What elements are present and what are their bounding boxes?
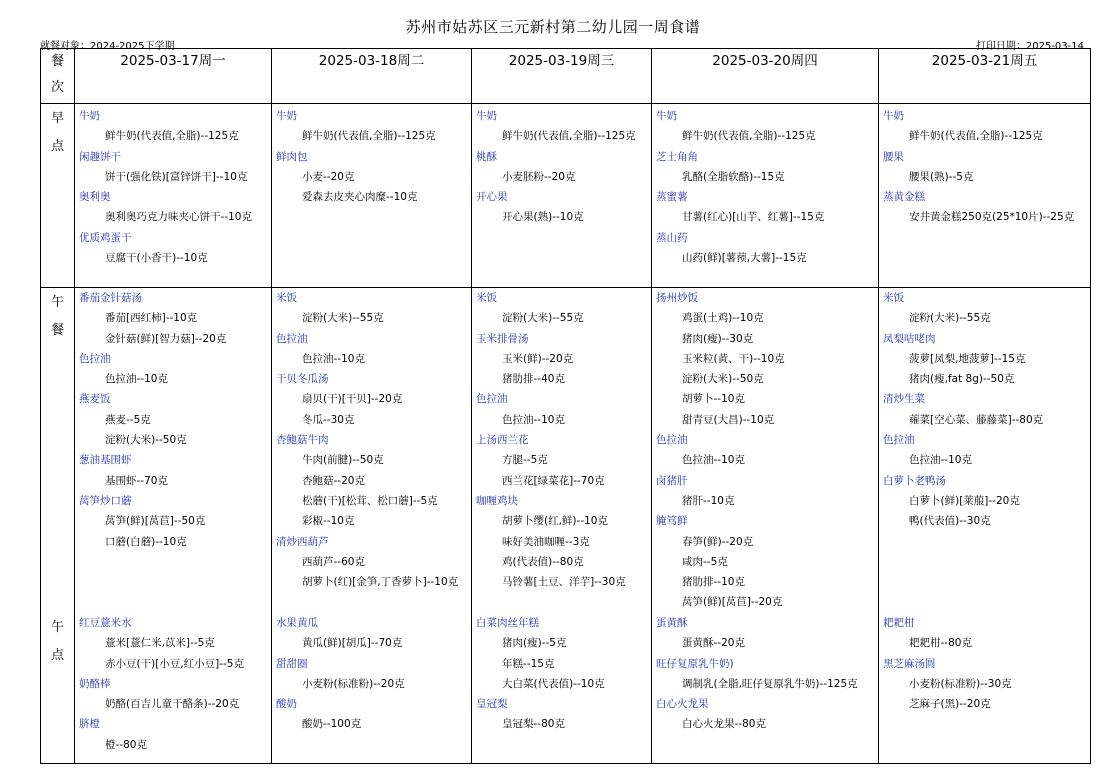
ingredient-line: 淀粉(大米)--50克: [105, 434, 187, 447]
meal-header-char: 餐: [50, 54, 64, 69]
ingredient-line: 菠萝[凤梨,地菠萝]--15克: [909, 352, 1026, 365]
dish-name: 咖喱鸡块: [476, 494, 518, 507]
dish-name: 色拉油: [79, 352, 111, 365]
ingredient-line: 甜青豆(大昌)--10克: [682, 413, 775, 426]
ingredient-line: 冬瓜--30克: [302, 413, 355, 426]
dish-name: 米饭: [883, 292, 904, 304]
ingredient-line: 松蘑(干)[松茸、松口蘑]--5克: [302, 494, 438, 507]
dish-name: 色拉油: [656, 434, 688, 447]
meal-label-breakfast: [41, 104, 75, 288]
dish-name: 番茄金针菇汤: [79, 292, 142, 304]
ingredient-line: 橙--80克: [105, 738, 147, 751]
ingredient-line: 猪肝--10克: [682, 494, 735, 507]
dish-name: 闲趣饼干: [79, 150, 121, 163]
lunch-snack-cell: [879, 288, 1091, 764]
dish-name: 杏鲍菇牛肉: [276, 434, 329, 447]
ingredient-line: 腰果(熟)--5克: [909, 170, 974, 183]
ingredient-line: 鸡蛋(土鸡)--10克: [682, 312, 764, 325]
ingredient-line: 味好美油咖喱--3克: [502, 535, 590, 548]
ingredient-line: 酸奶--100克: [302, 718, 362, 731]
ingredient-line: 胡萝卜(红)[金笋,丁香萝卜]--10克: [302, 576, 459, 589]
dish-name: 牛奶: [476, 110, 497, 122]
ingredient-line: 鲜牛奶(代表值,全脂)--125克: [909, 130, 1043, 143]
dish-name: 红豆薏米水: [79, 617, 132, 629]
ingredient-line: 山药(鲜)[薯蓣,大薯]--15克: [682, 252, 807, 265]
dish-name: 清炒生菜: [883, 393, 925, 406]
ingredient-line: 年糕--15克: [502, 657, 555, 670]
ingredient-line: 乳酪(全脂软酪)--15克: [682, 170, 785, 183]
meal-label-char: 点: [50, 648, 64, 663]
ingredient-line: 薏米[薏仁米,苡米]--5克: [105, 637, 215, 650]
day-header-thu: 2025-03-20周四: [652, 49, 879, 104]
ingredient-line: 鲜牛奶(代表值,全脂)--125克: [502, 130, 636, 143]
dish-name: 皇冠梨: [476, 698, 508, 711]
dish-name: 白萝卜老鸭汤: [883, 474, 946, 487]
ingredient-line: 淀粉(大米)--55克: [502, 312, 584, 325]
dish-name: 黑芝麻汤圆: [883, 657, 936, 670]
ingredient-line: 鸡(代表值)--80克: [502, 555, 584, 568]
lunch-snack-cell: [75, 288, 272, 764]
meal-label-column: [41, 288, 75, 764]
meal-label-lunch: [41, 288, 74, 613]
ingredient-line: 安井黄金糕250克(25*10片)--25克: [909, 211, 1075, 224]
breakfast-row: [41, 104, 1091, 288]
dish-name: 燕麦饭: [79, 393, 111, 406]
dish-name: 蒸山药: [656, 231, 688, 244]
dish-name: 腌笃鲜: [656, 515, 688, 528]
dish-name: 脐橙: [79, 718, 100, 731]
ingredient-line: 调制乳(全脂,旺仔复原乳牛奶)--125克: [682, 677, 858, 690]
ingredient-line: 色拉油--10克: [105, 373, 168, 386]
lunch-snack-cell: [652, 288, 879, 764]
meal-header-char: 次: [50, 80, 64, 95]
ingredient-line: 鲜牛奶(代表值,全脂)--125克: [682, 130, 816, 143]
dish-name: 腰果: [883, 150, 904, 163]
ingredient-line: 玉米(鲜)--20克: [502, 352, 574, 365]
dish-name: 水果黄瓜: [276, 617, 318, 629]
ingredient-line: 芝麻子(黑)--20克: [909, 698, 991, 711]
ingredient-line: 小麦--20克: [302, 170, 355, 183]
dish-name: 鲜肉包: [276, 150, 308, 163]
ingredient-line: 甘薯(红心)[山芋、红薯]--15克: [682, 211, 825, 224]
ingredient-line: 皇冠梨--80克: [502, 718, 565, 731]
meal-label-char: 早: [50, 111, 64, 126]
ingredient-line: 基围虾--70克: [105, 474, 168, 487]
ingredient-line: 鸭(代表值)--30克: [909, 515, 991, 528]
dish-name: 扬州炒饭: [656, 292, 698, 304]
ingredient-line: 彩椒--10克: [302, 515, 355, 528]
ingredient-line: 西葫芦--60克: [302, 555, 365, 568]
breakfast-cell: [879, 104, 1091, 288]
ingredient-line: 猪肋排--10克: [682, 576, 745, 589]
ingredient-line: 奶酪(百吉儿童干酪条)--20克: [105, 698, 240, 711]
ingredient-line: 小麦粉(标准粉)--30克: [909, 677, 1012, 690]
dish-name: 米饭: [276, 292, 297, 304]
dish-name: 牛奶: [276, 110, 297, 122]
ingredient-line: 豆腐干(小香干)--10克: [105, 252, 208, 265]
ingredient-line: 色拉油--10克: [502, 413, 565, 426]
ingredient-line: 大白菜(代表值)--10克: [502, 677, 605, 690]
dish-name: 甜甜圈: [276, 657, 308, 670]
ingredient-line: 奥利奥巧克力味夹心饼干--10克: [105, 211, 252, 224]
lunch-snack-cell: [272, 288, 472, 764]
dish-name: 色拉油: [476, 393, 508, 406]
meal-label-char: 点: [50, 139, 64, 154]
ingredient-line: 色拉油--10克: [302, 352, 365, 365]
ingredient-line: 番茄[西红柿]--10克: [105, 312, 198, 325]
ingredient-line: 玉米粒(黄、干)--10克: [682, 352, 785, 365]
dish-name: 奥利奥: [79, 191, 111, 204]
ingredient-line: 猪肉(瘦)--30克: [682, 332, 754, 345]
dish-name: 干贝冬瓜汤: [276, 373, 329, 386]
ingredient-line: 色拉油--10克: [909, 454, 972, 467]
dish-name: 莴笋炒口蘑: [79, 494, 132, 507]
header-row: [41, 49, 1091, 104]
dish-name: 色拉油: [276, 332, 308, 345]
ingredient-line: 方腿--5克: [502, 454, 548, 467]
page-title: 苏州市姑苏区三元新村第二幼儿园一周食谱: [405, 18, 701, 36]
dish-name: 白菜肉丝年糕: [476, 617, 539, 629]
meal-label-snack: [41, 613, 74, 669]
meal-label-char: 午: [50, 620, 64, 635]
ingredient-line: 燕麦--5克: [105, 413, 151, 426]
ingredient-line: 爱森去皮夹心肉糜--10克: [302, 191, 418, 204]
ingredient-line: 淀粉(大米)--50克: [682, 373, 764, 386]
ingredient-line: 耙耙柑--80克: [909, 637, 972, 650]
dish-name: 色拉油: [883, 434, 915, 447]
dish-name: 蒸黄金糕: [883, 191, 925, 204]
ingredient-line: 小麦胚粉--20克: [502, 170, 576, 183]
dish-name: 牛奶: [79, 110, 100, 122]
ingredient-line: 蕹菜[空心菜、藤藤菜]--80克: [909, 413, 1044, 426]
day-header-mon: 2025-03-17周一: [75, 49, 272, 104]
ingredient-line: 淀粉(大米)--55克: [909, 312, 991, 325]
dish-name: 奶酪棒: [79, 677, 111, 690]
ingredient-line: 猪肋排--40克: [502, 373, 565, 386]
ingredient-line: 开心果(熟)--10克: [502, 211, 584, 224]
ingredient-line: 猪肉(瘦,fat 8g)--50克: [909, 373, 1015, 386]
print-date: 打印日期：2025-03-14: [975, 41, 1084, 52]
dish-name: 白心火龙果: [656, 698, 709, 711]
dish-name: 酸奶: [276, 698, 297, 711]
ingredient-line: 西兰花[绿菜花]--70克: [502, 474, 605, 487]
ingredient-line: 赤小豆(干)[小豆,红小豆]--5克: [105, 657, 244, 670]
breakfast-cell: [272, 104, 472, 288]
ingredient-line: 牛肉(前腱)--50克: [302, 454, 384, 467]
dish-name: 桃酥: [476, 150, 497, 163]
meal-column-header: [41, 49, 75, 104]
dish-name: 牛奶: [883, 110, 904, 122]
weekly-menu-table: [40, 48, 1091, 764]
ingredient-line: 色拉油--10克: [682, 454, 745, 467]
ingredient-line: 淀粉(大米)--55克: [302, 312, 384, 325]
breakfast-cell: [75, 104, 272, 288]
day-header-tue: 2025-03-18周二: [272, 49, 472, 104]
ingredient-line: 胡萝卜--10克: [682, 393, 745, 406]
ingredient-line: 白心火龙果--80克: [682, 718, 766, 731]
ingredient-line: 扇贝(干)[干贝]--20克: [302, 393, 403, 406]
ingredient-line: 马铃薯[土豆、洋芋]--30克: [502, 576, 626, 589]
dish-name: 优质鸡蛋干: [79, 231, 132, 244]
ingredient-line: 莴笋(鲜)[莴苣]--20克: [682, 596, 783, 609]
ingredient-line: 鲜牛奶(代表值,全脂)--125克: [105, 130, 239, 143]
diner-target: 就餐对象：2024-2025下学期: [40, 41, 175, 52]
dish-name: 开心果: [476, 191, 508, 204]
lunch-snack-cell: [472, 288, 652, 764]
dish-name: 耙耙柑: [883, 617, 915, 629]
dish-name: 旺仔复原乳牛奶): [656, 657, 734, 670]
dish-name: 葱油基围虾: [79, 454, 132, 467]
lunch-snack-row: [41, 288, 1091, 764]
breakfast-cell: [472, 104, 652, 288]
ingredient-line: 猪肉(瘦)--5克: [502, 637, 567, 650]
dish-name: 芝士角角: [656, 150, 698, 163]
dish-name: 牛奶: [656, 110, 677, 122]
ingredient-line: 小麦粉(标准粉)--20克: [302, 677, 405, 690]
ingredient-line: 鲜牛奶(代表值,全脂)--125克: [302, 130, 436, 143]
ingredient-line: 胡萝卜缨(红,鲜)--10克: [502, 515, 608, 528]
dish-name: 清炒西葫芦: [276, 535, 329, 548]
dish-name: 玉米排骨汤: [476, 332, 529, 345]
ingredient-line: 金针菇(鲜)[智力菇]--20克: [105, 332, 227, 345]
meal-label-char: 午: [50, 295, 64, 310]
ingredient-line: 莴笋(鲜)[莴苣]--50克: [105, 515, 206, 528]
dish-name: 凤梨咕咾肉: [883, 332, 936, 345]
ingredient-line: 杏鲍菇--20克: [302, 474, 365, 487]
day-header-wed: 2025-03-19周三: [472, 49, 652, 104]
day-header-fri: 2025-03-21周五: [879, 49, 1091, 104]
breakfast-cell: [652, 104, 879, 288]
dish-name: 米饭: [476, 292, 497, 304]
ingredient-line: 白萝卜(鲜)[莱菔]--20克: [909, 494, 1020, 507]
ingredient-line: 饼干(强化铁)[富锌饼干]--10克: [105, 170, 248, 183]
dish-name: 卤猪肝: [656, 474, 688, 487]
dish-name: 蛋黄酥: [656, 617, 688, 629]
ingredient-line: 春笋(鲜)--20克: [682, 535, 754, 548]
dish-name: 蒸蜜薯: [656, 191, 688, 204]
ingredient-line: 口蘑(白蘑)--10克: [105, 535, 187, 548]
dish-name: 上汤西兰花: [476, 434, 529, 447]
ingredient-line: 黄瓜(鲜)[胡瓜]--70克: [302, 637, 403, 650]
meal-label-char: 餐: [50, 323, 64, 338]
ingredient-line: 蛋黄酥--20克: [682, 637, 745, 650]
ingredient-line: 咸肉--5克: [682, 555, 728, 568]
